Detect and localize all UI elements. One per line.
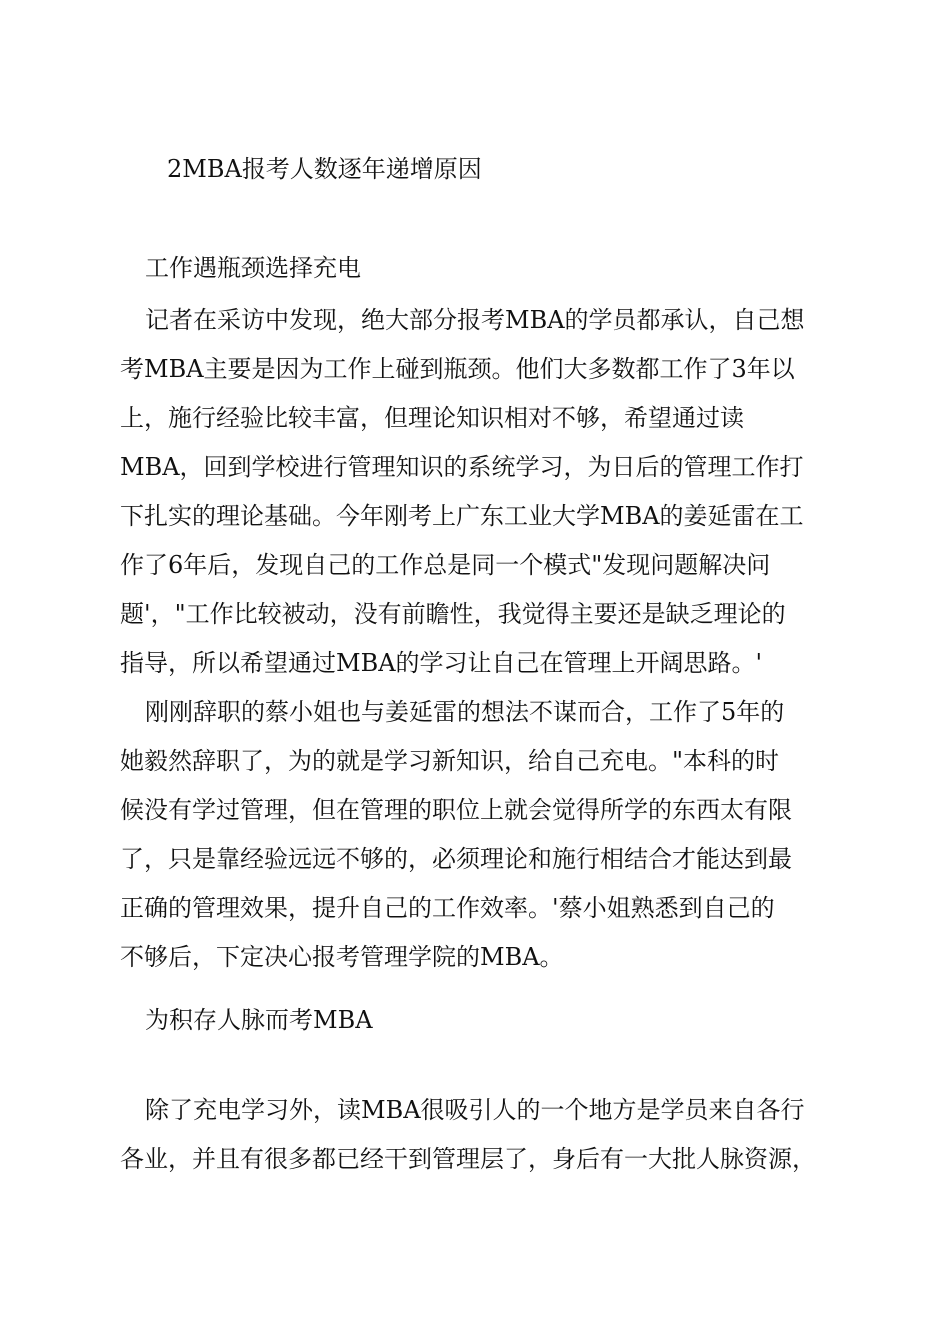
paragraph-line: 各业，并且有很多都已经干到管理层了，身后有一大批人脉资源， (120, 1145, 816, 1173)
paragraph-line: 上，施行经验比较丰富，但理论知识相对不够，希望通过读 (120, 404, 744, 432)
document-title: 2MBA报考人数逐年递增原因 (167, 155, 482, 183)
paragraph-line: 题'，"工作比较被动，没有前瞻性，我觉得主要还是缺乏理论的 (120, 600, 786, 628)
paragraph-line: 她毅然辞职了，为的就是学习新知识，给自己充电。"本科的时 (120, 747, 780, 775)
paragraph-line: 指导，所以希望通过MBA的学习让自己在管理上开阔思路。' (120, 649, 763, 677)
paragraph-line: 考MBA主要是因为工作上碰到瓶颈。他们大多数都工作了3年以 (120, 355, 795, 383)
paragraph-line: 下扎实的理论基础。今年刚考上广东工业大学MBA的姜延雷在工 (120, 502, 804, 530)
paragraph-2 (120, 688, 836, 982)
section-heading-2: 为积存人脉而考MBA (145, 1006, 373, 1034)
paragraph-3 (120, 1086, 836, 1184)
paragraph-line: 作了6年后，发现自己的工作总是同一个模式"发现问题解决问 (120, 551, 771, 579)
paragraph-line: 记者在采访中发现，绝大部分报考MBA的学员都承认，自己想 (145, 306, 805, 334)
paragraph-line: MBA，回到学校进行管理知识的系统学习，为日后的管理工作打 (120, 453, 804, 481)
section-heading-2-wrap (120, 996, 836, 1045)
paragraph-line: 不够后，下定决心报考管理学院的MBA。 (120, 943, 564, 971)
paragraph-1 (120, 296, 836, 688)
paragraph-line: 候没有学过管理，但在管理的职位上就会觉得所学的东西太有限 (120, 796, 792, 824)
paragraph-line: 了，只是靠经验远远不够的，必须理论和施行相结合才能达到最 (120, 845, 792, 873)
paragraph-line: 正确的管理效果，提升自己的工作效率。'蔡小姐熟悉到自己的 (120, 894, 775, 922)
section-heading-1: 工作遇瓶颈选择充电 (145, 254, 361, 282)
paragraph-line: 刚刚辞职的蔡小姐也与姜延雷的想法不谋而合，工作了5年的 (145, 698, 785, 726)
paragraph-line: 除了充电学习外，读MBA很吸引人的一个地方是学员来自各行 (145, 1096, 805, 1124)
